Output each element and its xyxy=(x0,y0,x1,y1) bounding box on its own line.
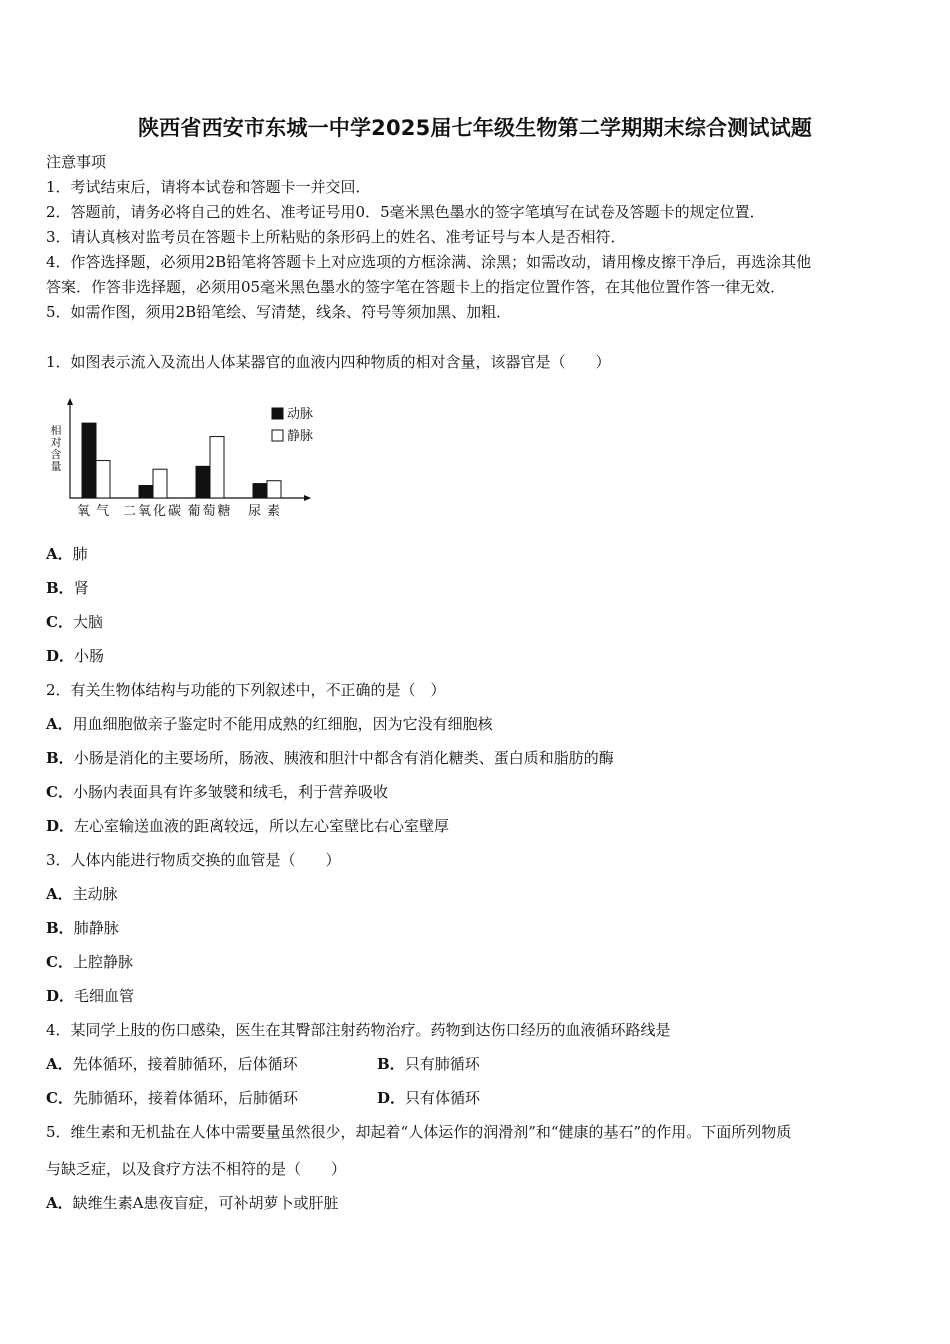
legend-label: 静脉 xyxy=(287,429,314,444)
legend-label: 动脉 xyxy=(287,407,314,422)
option-key: D． xyxy=(377,1089,406,1107)
x-axis-arrow xyxy=(304,495,311,501)
bar-vein xyxy=(210,437,224,498)
option-key: B． xyxy=(46,919,74,937)
exam-title: 陕西省西安市东城一中学2025届七年级生物第二学期期末综合测试试题 xyxy=(137,116,813,140)
bar-artery xyxy=(253,484,267,498)
bar-vein xyxy=(96,461,110,498)
chart-plot xyxy=(51,398,314,519)
bar-vein xyxy=(267,481,281,498)
notice-item: 5．如需作图，须用2B铅笔绘、写清楚，线条、符号等须加黑、加粗． xyxy=(46,303,512,321)
option-key: B． xyxy=(46,749,74,767)
question-4-stem: 4．某同学上肢的伤口感染，医生在其臀部注射药物治疗。药物到达伤口经历的血液循环路线是 xyxy=(46,1021,671,1039)
option-text: 缺维生素A患夜盲症，可补胡萝卜或肝脏 xyxy=(72,1194,339,1212)
option-text: 上腔静脉 xyxy=(72,953,133,971)
option-text: 小肠是消化的主要场所，肠液、胰液和胆汁中都含有消化糖类、蛋白质和脂肪的酶 xyxy=(73,749,614,767)
option-text: 毛细血管 xyxy=(74,987,135,1005)
option-key: D． xyxy=(46,987,75,1005)
x-tick-label: 葡萄糖 xyxy=(187,504,233,519)
option-key: C． xyxy=(46,783,73,801)
y-axis-arrow xyxy=(67,398,73,405)
question-2-stem: 2．有关生物体结构与功能的下列叙述中，不正确的是（ ） xyxy=(46,681,446,699)
option-text: 先体循环，接着肺循环，后体循环 xyxy=(72,1055,298,1073)
legend-swatch xyxy=(272,430,283,441)
option-text: 肾 xyxy=(73,579,89,597)
notice-heading: 注意事项 xyxy=(46,153,107,171)
notice-item: 2．答题前，请务必将自己的姓名、准考证号用0．5毫米黑色墨水的签字笔填写在试卷及答题卡的规定位置． xyxy=(46,203,765,221)
option-key: B． xyxy=(377,1055,405,1073)
bar-vein xyxy=(153,469,167,498)
question-1-stem: 1．如图表示流入及流出人体某器官的血液内四种物质的相对含量，该器官是（ ） xyxy=(46,353,611,371)
option-key: C． xyxy=(46,613,73,631)
bar-chart xyxy=(46,390,326,525)
option-key: D． xyxy=(46,647,75,665)
option-key: C． xyxy=(46,1089,73,1107)
x-tick-label: 氧气 xyxy=(76,504,116,519)
option-key: B． xyxy=(46,579,74,597)
notice-item: 1．考试结束后，请将本试卷和答题卡一并交回． xyxy=(46,178,371,196)
option-text: 先肺循环，接着体循环，后肺循环 xyxy=(72,1089,298,1107)
notice-item: 3．请认真核对监考员在答题卡上所粘贴的条形码上的姓名、准考证号与本人是否相符． xyxy=(46,228,626,246)
bar-artery xyxy=(82,423,96,498)
bar-artery xyxy=(196,466,210,498)
option-text: 小肠 xyxy=(74,647,105,665)
option-text: 左心室输送血液的距离较远，所以左心室壁比右心室壁厚 xyxy=(74,817,450,835)
option-text: 用血细胞做亲子鉴定时不能用成熟的红细胞，因为它没有细胞核 xyxy=(72,715,493,733)
legend-swatch xyxy=(272,408,283,419)
question-5-stem: 5．维生素和无机盐在人体中需要量虽然很少，却起着“人体运作的润滑剂”和“健康的基石”的作用。下面所列物质 xyxy=(46,1123,792,1141)
option-key: A． xyxy=(46,1055,73,1073)
notice-item: 4．作答选择题，必须用2B铅笔将答题卡上对应选项的方框涂满、涂黑；如需改动，请用橡皮擦干净后，再选涂其他 xyxy=(46,253,812,271)
option-text: 肺静脉 xyxy=(73,919,119,937)
option-text: 只有肺循环 xyxy=(404,1055,480,1073)
option-text: 肺 xyxy=(72,545,88,563)
question-5-stem-cont: 与缺乏症，以及食疗方法不相符的是（ ） xyxy=(46,1160,347,1178)
option-text: 主动脉 xyxy=(72,885,118,903)
x-tick-label: 尿素 xyxy=(247,504,287,519)
option-key: A． xyxy=(46,885,73,903)
option-key: D． xyxy=(46,817,75,835)
option-text: 小肠内表面具有许多皱襞和绒毛，利于营养吸收 xyxy=(72,783,388,801)
option-text: 大脑 xyxy=(72,613,103,631)
notice-item: 答案．作答非选择题，必须用05毫米黑色墨水的签字笔在答题卡上的指定位置作答，在其他位置作答一律无效． xyxy=(46,278,786,296)
option-key: C． xyxy=(46,953,73,971)
bar-artery xyxy=(139,486,153,498)
x-tick-label: 二氧化碳 xyxy=(122,504,184,519)
question-3-stem: 3．人体内能进行物质交换的血管是（ ） xyxy=(46,851,341,869)
option-text: 只有体循环 xyxy=(405,1089,481,1107)
y-axis-label: 相对含量 xyxy=(50,424,62,473)
option-key: A． xyxy=(46,545,73,563)
option-key: A． xyxy=(46,715,73,733)
option-key: A． xyxy=(46,1194,73,1212)
